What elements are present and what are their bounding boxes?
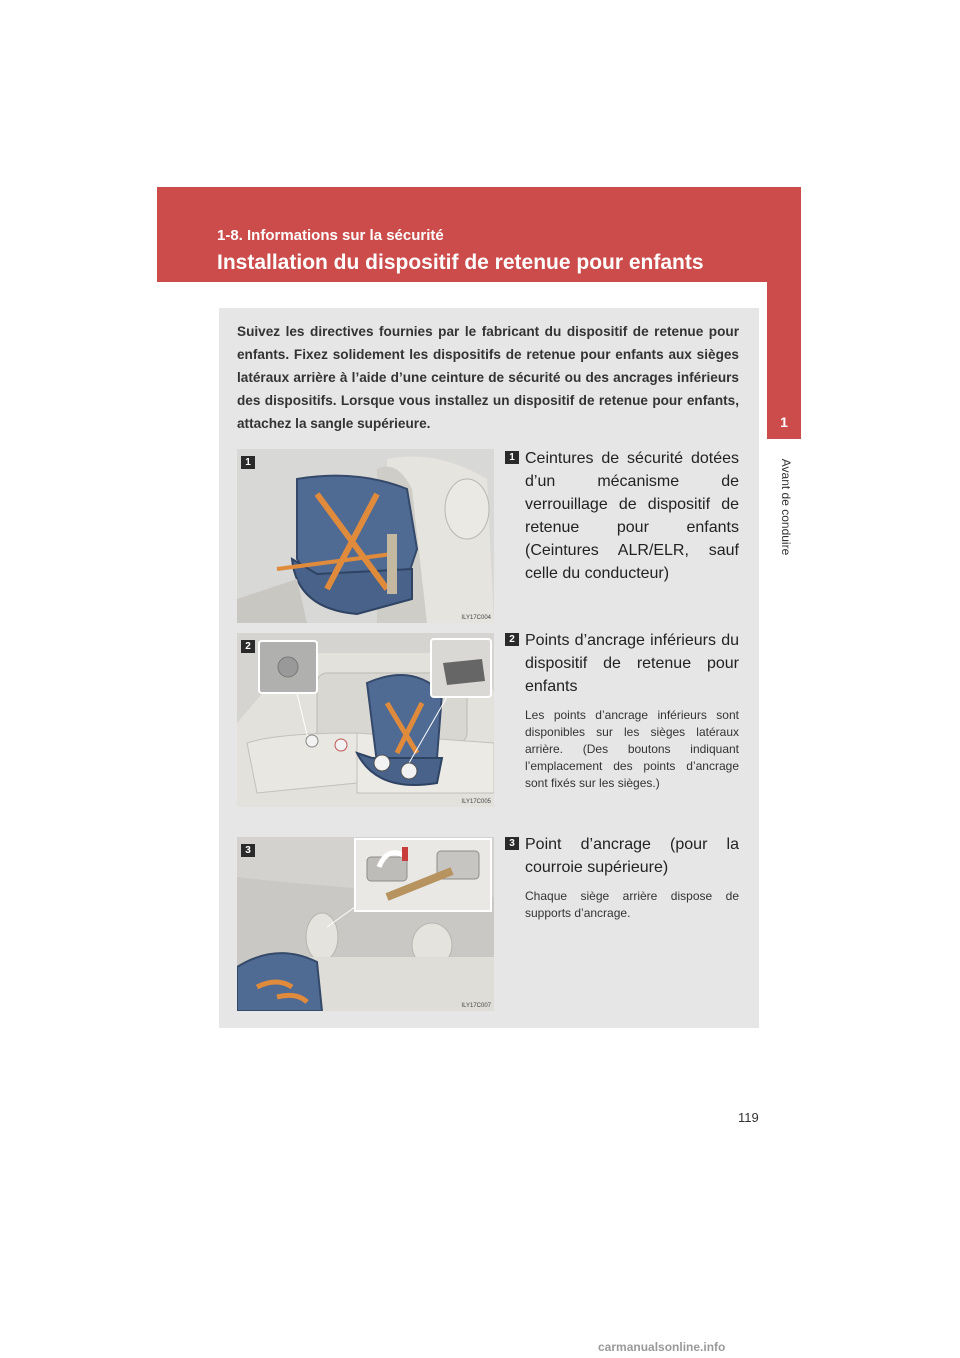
page-number: 119 xyxy=(738,1110,759,1125)
item-number-badge: 2 xyxy=(505,633,519,646)
item-number-badge: 3 xyxy=(241,844,255,857)
item-2-title: 2 Points d’ancrage inférieurs du dispositif de retenue pour enfants xyxy=(505,629,739,698)
illustration-lower-anchors xyxy=(237,633,494,807)
section-label: 1-8. Informations sur la sécurité xyxy=(217,227,444,244)
chapter-label: Avant de conduire xyxy=(779,458,793,556)
item-number-badge: 1 xyxy=(241,456,255,469)
chapter-tab[interactable] xyxy=(767,282,801,439)
illustration-top-tether xyxy=(237,837,494,1011)
intro-paragraph: Suivez les directives fournies par le fabricant du dispositif de retenue pour enfants. Fixez solidement les dispositifs de retenue pour enfants aux sièges latéraux arrière à l’aide d’une ceinture de sécurité ou des ancrages inférieurs des dispositifs. Lorsque vous installez un dispositif de retenue pour enfants, attachez la sangle supérieure. xyxy=(237,324,739,431)
item-3-title: 3 Point d’ancrage (pour la courroie supérieure) xyxy=(505,833,739,879)
image-code: ILY17C007 xyxy=(461,1003,491,1009)
item-number-badge: 3 xyxy=(505,837,519,850)
item-number-badge: 2 xyxy=(241,640,255,653)
chapter-number: 1 xyxy=(780,414,788,430)
watermark[interactable]: carmanualsonline.info xyxy=(598,1340,726,1354)
illustration-seatbelt xyxy=(237,449,494,623)
image-code: ILY17C004 xyxy=(461,615,491,621)
item-1-title: 1 Ceintures de sécurité dotées d’un mécanisme de verrouillage de dispositif de retenue pour enfants (Ceintures ALR/ELR, sauf celle du conducteur) xyxy=(505,447,739,585)
page-title: Installation du dispositif de retenue pour enfants xyxy=(217,251,704,274)
image-code: ILY17C005 xyxy=(461,799,491,805)
item-2-description: Les points d’ancrage inférieurs sont disponibles sur les sièges latéraux arrière. (Des boutons indiquant l’emplacement des points d’ancrage sont fixés sur les sièges.) xyxy=(525,708,739,790)
item-number-badge: 1 xyxy=(505,451,519,464)
item-3-description: Chaque siège arrière dispose de supports d’ancrage. xyxy=(525,889,739,920)
